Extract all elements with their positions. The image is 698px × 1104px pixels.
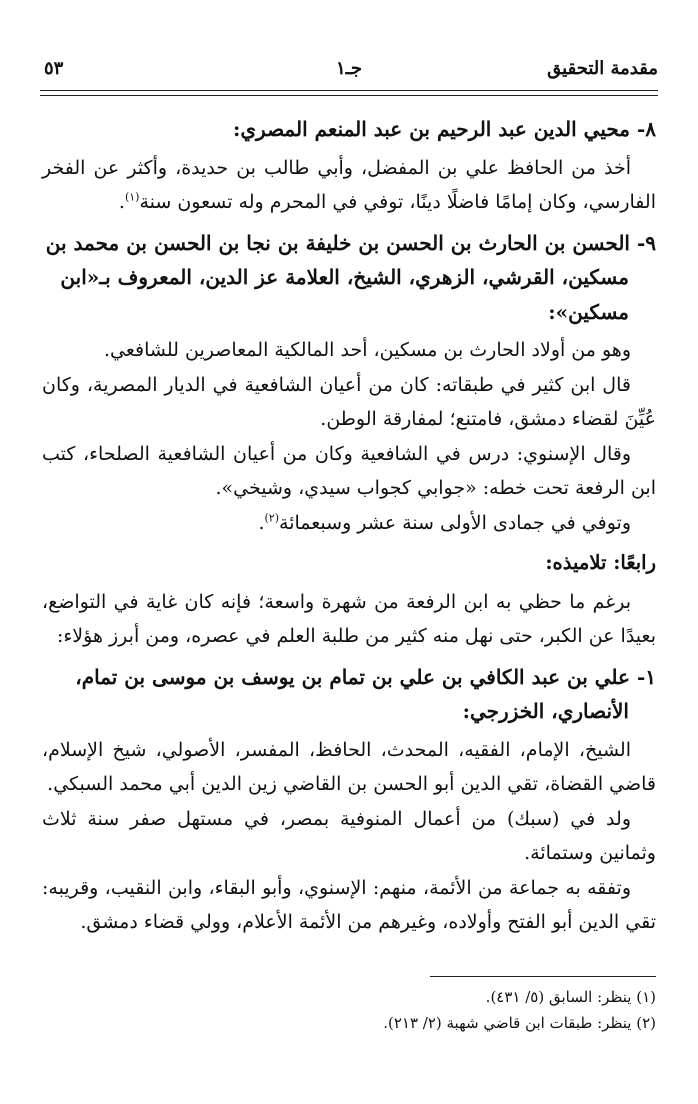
- footnote-ref-1: (١): [124, 190, 140, 204]
- section4-intro: برغم ما حظي به ابن الرفعة من شهرة واسعة؛ فإنه كان غاية في التواضع، بعيدًا عن الكبر، حتى نهل منه كثير من طلبة العلم في عصره، ومن أبرز هؤلاء:: [42, 590, 656, 647]
- footnote-1: (١) ينظر: السابق (٥/ ٤٣١).: [485, 988, 656, 1006]
- student1-heading-a: ١- علي بن عبد الكافي بن علي بن تمام بن يوسف بن موسى بن تمام،: [75, 664, 656, 689]
- footnote-ref-2: (٢): [264, 511, 280, 525]
- student1-paragraph-1: الشيخ، الإمام، الفقيه، المحدث، الحافظ، المفسر، الأصولي، شيخ الإسلام، قاضي القضاة، تقي الدين أبو الحسن بن القاضي زين الدين أبي محمد السبكي.: [42, 738, 656, 795]
- section-title: مقدمة التحقيق: [547, 58, 658, 79]
- entry9-paragraph-2: قال ابن كثير في طبقاته: كان من أعيان الشافعية في الديار المصرية، وكان عُيِّنَ لقضاء دمشق، فامتنع؛ لمفارقة الوطن.: [42, 373, 656, 430]
- entry9-heading-a: ٩- الحسن بن الحارث بن الحسن بن خليفة بن نجا بن الحسن بن محمد بن: [45, 230, 656, 255]
- entry9-paragraph-3: وقال الإسنوي: درس في الشافعية وكان من أعيان الشافعية الصلحاء، كتب ابن الرفعة تحت خطه: «جوابي كجواب سيدي، وشيخي».: [42, 442, 656, 499]
- footnote-2: (٢) ينظر: طبقات ابن قاضي شهبة (٢/ ٢١٣).: [383, 1014, 656, 1032]
- entry8-heading: ٨- محيي الدين عبد الرحيم بن عبد المنعم المصري:: [233, 117, 656, 141]
- student1-heading-b: الأنصاري، الخزرجي:: [462, 699, 629, 723]
- footnote-rule: [430, 976, 656, 977]
- page-header: [40, 58, 658, 88]
- page-body: [42, 108, 656, 940]
- volume-label: جـ١: [335, 58, 363, 79]
- entry9-paragraph-4: وتوفي في جمادى الأولى سنة عشر وسبعمائة$^{(٢)}$.: [258, 511, 631, 534]
- entry9-paragraph-1: وهو من أولاد الحارث بن مسكين، أحد المالكية المعاصرين للشافعي.: [104, 339, 631, 361]
- student1-paragraph-2: ولد في (سبك) من أعمال المنوفية بمصر، في مستهل صفر سنة ثلاث وثمانين وستمائة.: [42, 807, 656, 864]
- entry9-heading-b: مسكين، القرشي، الزهري، الشيخ، العلامة عز الدين، المعروف بـ«ابن مسكين»:: [60, 265, 629, 324]
- section4-heading: رابعًا: تلاميذه:: [545, 551, 656, 574]
- entry8-text: أخذ من الحافظ علي بن المفضل، وأبي طالب بن حديدة، وأكثر عن الفخر الفارسي، وكان إمامًا فاضلًا دينًا، توفي في المحرم وله تسعون سنة$^{(١)}$.: [42, 156, 656, 213]
- header-rule: [40, 90, 658, 96]
- student1-paragraph-3: وتفقه به جماعة من الأئمة، منهم: الإسنوي، وأبو البقاء، وابن النقيب، وقريبه: تقي الدين أبو الفتح وأولاده، وغيرهم من الأئمة الأعلام، وولي قضاء دمشق.: [42, 876, 656, 933]
- page-number: ٥٣: [44, 58, 64, 79]
- footnotes: [42, 984, 656, 1036]
